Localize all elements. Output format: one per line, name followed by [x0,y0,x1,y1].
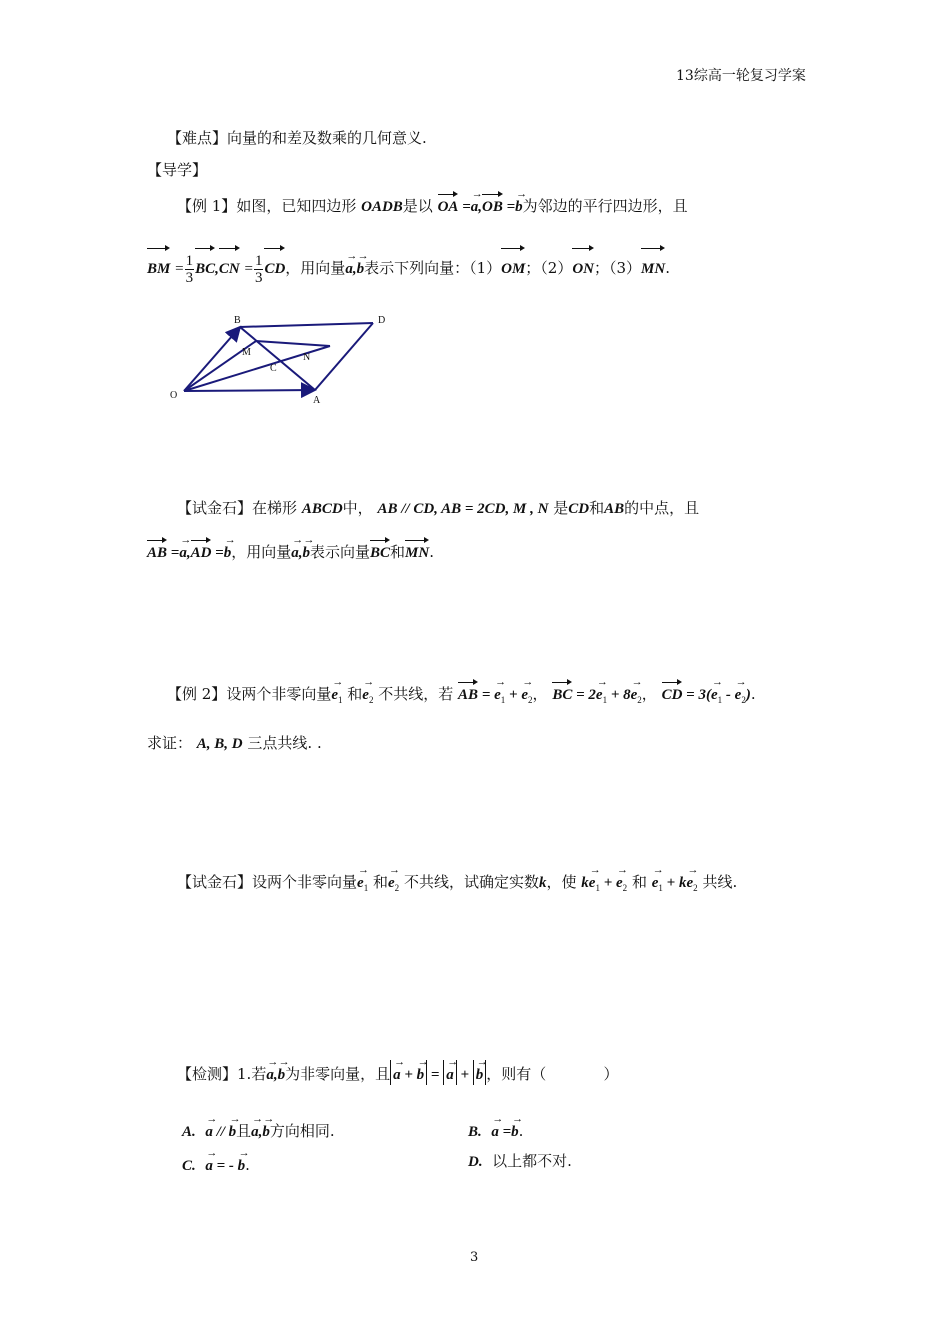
trial1-text: 和 [589,499,605,517]
check-text: 若 [251,1065,267,1083]
option-d[interactable] [468,1151,572,1172]
check-text: ） [603,1065,619,1083]
example2-prove [147,733,322,754]
label-d: D [378,315,386,326]
example1-text: 表示下列向量：（1） [364,259,502,277]
prove-text: 三点共线. . [247,734,322,752]
example1-text: 是以 [402,197,433,215]
page-number: 3 [470,1250,479,1265]
frac-num: 1 [185,252,194,269]
option-text: 以上都不对. [492,1152,572,1170]
check-label: 【检测】 [177,1065,238,1083]
prove-label: 求证： [147,734,193,752]
trial1-text: 在梯形 [252,499,298,517]
example1-text: . [665,259,670,277]
label-c: C [270,363,277,374]
trial1-label: 【试金石】 [177,499,253,517]
example1-line1: 【例 1】如图，已知四边形 OADB是以 OA =a →,OB =b →为邻边的平行四边形，且 [177,192,688,217]
parallelogram-figure [160,305,410,415]
option-a[interactable]: A. a → // b →且a →,b →方向相同. [182,1117,335,1142]
example1-text: 如图，已知四边形 [236,197,357,215]
option-letter: A. [182,1124,196,1140]
guide-label: 【导学】 [147,161,208,179]
option-letter: C. [182,1158,196,1174]
option-letter: D. [468,1154,483,1170]
k-variable: k [538,875,547,891]
option-c[interactable]: C. a → = - b →. [182,1151,250,1176]
example1-text: ，用向量 [285,259,346,277]
segment-cd-label: CD [568,501,590,517]
header-title: 13综高一轮复习学案 [676,68,806,84]
segment-mn [256,341,330,346]
segment-bd [240,323,373,327]
trial1-text: 和 [390,543,406,561]
option-letter: B. [468,1124,482,1140]
frac-den: 3 [185,269,194,286]
trial1-text: 是 [553,499,569,517]
label-n: N [303,352,311,363]
example2-line1: 【例 2】设两个非零向量$e_1$ → 和$e_2$ → 不共线，若 AB = $e_1$ → + $e_2$ →， BC = $2e_1$ → + $8e_2$ →， CD = $3(e_1$ → - $e_2$ →). [167,680,756,710]
trial2-text: 设两个非零向量 [252,873,358,891]
vector-oa [184,390,315,391]
question-number: 1. [237,1065,252,1083]
trial2-text: ，使 [546,873,577,891]
trial1-text: 表示向量 [310,543,371,561]
trial1-text: 的中点，且 [624,499,700,517]
label-m: M [242,347,251,358]
segment-da [315,323,373,390]
option-b[interactable]: B. a → =b →. [468,1117,523,1142]
check-text: ，则有（ [486,1065,547,1083]
label-a: A [313,395,321,406]
label-b: B [234,315,241,326]
frac-num: 1 [254,252,263,269]
trial2-text: 和 [631,873,647,891]
label-o: O [170,390,178,401]
difficulty-text: 向量的和差及数乘的几何意义. [227,129,427,147]
trial2-text: 共线. [702,873,738,891]
trial1-conditions: AB // CD, AB = 2CD, M , N [377,501,549,517]
prove-points: A, B, D [196,736,243,752]
difficulty-label: 【难点】 [167,129,228,147]
example1-text: 为邻边的平行四边形，且 [522,197,688,215]
trial2-text: 和 [372,873,388,891]
trial2-label: 【试金石】 [177,873,253,891]
option-text: 方向相同. [269,1122,335,1140]
example2-text: 和 [347,685,363,703]
trial1-text: . [429,543,434,561]
example2-label: 【例 2】 [167,685,227,703]
trial1-text: 中， [342,499,373,517]
example2-text: 设两个非零向量 [226,685,332,703]
trial1-line1 [177,498,699,519]
trial1-text: ，用向量 [231,543,292,561]
trial2-line: 【试金石】设两个非零向量$e_1$ → 和$e_2$ → 不共线，试确定实数k，使 $ke_1$ → + $e_2$ → 和 $e_1$ → + $ke_2$ → 共线. [177,868,737,898]
difficulty-line [167,128,427,148]
example2-text: 不共线，若 [378,685,454,703]
shape-abcd: ABCD [301,501,343,517]
shape-oadb: OADB [361,199,403,215]
example1-label: 【例 1】 [177,197,237,215]
example1-line2: BM = $\frac{1}{3}$ BC,CN = $\frac{1}{3}$ CD，用向量a →,b →表示下列向量：（1）OM；（2）ON；（3）MN. [147,246,670,287]
trial1-line2: AB =a →,AD =b →，用向量a →,b →表示向量BC和MN. [147,538,434,563]
check-question: 【检测】1.若a →,b →为非零向量，且 a → + b → = a → + b → ，则有（ ） [177,1060,619,1085]
option-text: 且 [236,1122,252,1140]
example1-text: ；（3） [594,259,642,277]
example1-text: ；（2） [525,259,573,277]
trial2-text: 不共线，试确定实数 [403,873,539,891]
frac-den: 3 [254,269,263,286]
segment-ab-label: AB [604,501,625,517]
check-text: 为非零向量，且 [285,1065,391,1083]
